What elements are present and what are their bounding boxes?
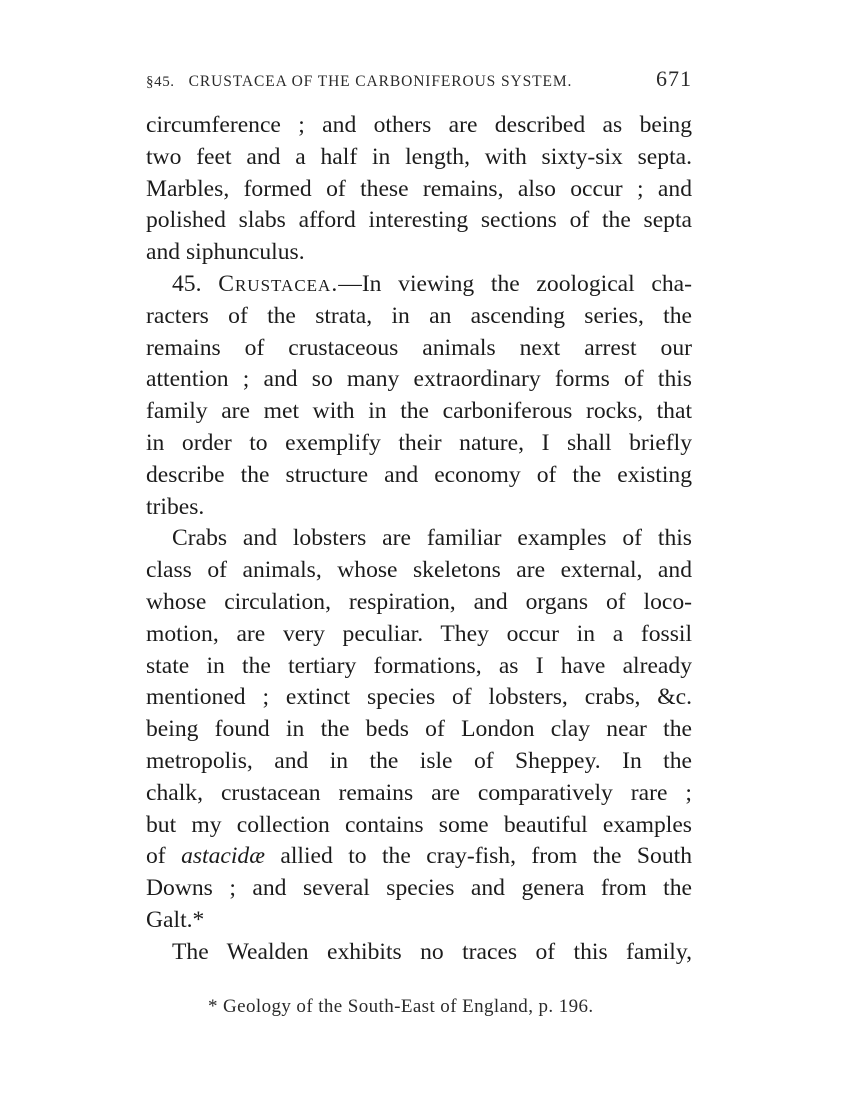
italic-taxon: astacidæ <box>181 843 265 870</box>
text-line: racters of the strata, in an ascending series, the <box>146 302 692 329</box>
section-heading-line <box>146 269 692 301</box>
text-line: mentioned ; extinct species of lobsters, crabs, &c. <box>146 684 692 711</box>
section-heading-text: —In viewing the zoological cha- <box>338 270 693 297</box>
text-line: class of animals, whose skeletons are external, and <box>146 557 692 584</box>
footnote: * Geology of the South-East of England, p. 196. <box>208 996 594 1017</box>
text-line: The Wealden exhibits no traces of this family, <box>172 938 692 965</box>
text-line: whose circulation, respiration, and organs of loco- <box>146 588 692 615</box>
section-heading-number: 45. <box>172 270 202 297</box>
text-line: but my collection contains some beautiful examples <box>146 811 692 838</box>
footnote-reference-line: Galt.* <box>146 906 205 933</box>
text-line: tribes. <box>146 493 205 520</box>
text-line: Downs ; and several species and genera from the <box>146 875 692 902</box>
body-text <box>146 110 692 969</box>
text-line: motion, are very peculiar. They occur in a fossil <box>146 620 692 647</box>
text-line: polished slabs afford interesting sections of the septa <box>146 207 692 234</box>
text-line: and siphunculus. <box>146 239 305 266</box>
running-title: CRUSTACEA OF THE CARBONIFEROUS SYSTEM. <box>188 73 573 90</box>
text-line: being found in the beds of London clay near the <box>146 716 692 743</box>
text-line-with-italic <box>146 841 692 873</box>
text-line: state in the tertiary formations, as I have already <box>146 652 692 679</box>
section-number: §45. <box>146 74 175 90</box>
text-line: two feet and a half in length, with sixty-six septa. <box>146 143 692 170</box>
text-line: Marbles, formed of these remains, also occur ; and <box>146 175 692 202</box>
text-line: remains of crustaceous animals next arrest our <box>146 334 692 361</box>
text-fragment: allied to the cray-fish, from the South <box>264 843 692 870</box>
text-line: circumference ; and others are described as being <box>146 112 692 138</box>
page-number: 671 <box>656 66 692 91</box>
running-header <box>146 66 692 96</box>
text-line: chalk, crustacean remains are comparatively rare ; <box>146 779 692 806</box>
text-line: attention ; and so many extraordinary forms of this <box>146 366 692 393</box>
text-fragment: of <box>146 843 182 870</box>
text-line: metropolis, and in the isle of Sheppey. In the <box>146 747 692 774</box>
text-line: describe the structure and economy of the existing <box>146 461 692 488</box>
section-heading-title: Crustacea. <box>218 270 339 297</box>
text-line: Crabs and lobsters are familiar examples of this <box>172 525 692 552</box>
text-line: family are met with in the carboniferous rocks, that <box>146 398 692 425</box>
text-line: in order to exemplify their nature, I shall briefly <box>146 429 692 456</box>
